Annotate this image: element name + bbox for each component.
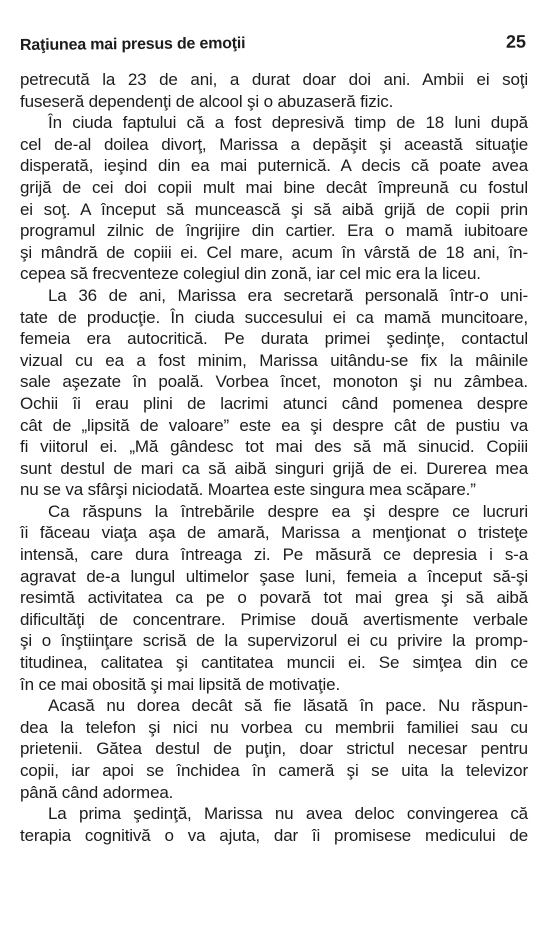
text-line: intensă, care dura întreaga zi. Pe măsură ce depresia i s-a bbox=[20, 545, 528, 565]
text-line: vizual cu ea a fost minim, Marissa uitându-se fix la mâinile bbox=[20, 350, 528, 370]
text-line: şi mândră de copiii ei. Cel mare, acum în vârstă de 18 ani, în- bbox=[20, 242, 528, 262]
text-line: agravat de-a lungul ultimelor şase luni, femeia a început să-şi bbox=[20, 566, 528, 586]
text-line: tate de producţie. În ciuda succesului ei ca mamă muncitoare, bbox=[20, 307, 528, 327]
running-head bbox=[20, 29, 526, 57]
text-line: În ciuda faptului că a fost depresivă timp de 18 luni după bbox=[48, 113, 528, 133]
text-line: dificultăţi de concentrare. Primise două avertismente verbale bbox=[20, 609, 528, 629]
text-line: sale aşezate în poală. Vorbea încet, monoton şi nu zâmbea. bbox=[20, 372, 528, 392]
text-line: sunt destul de mari ca să aibă singuri grijă de ei. Durerea mea bbox=[20, 458, 528, 478]
text-line: resimtă activitatea ca pe o povară tot mai grea şi să aibă bbox=[20, 588, 528, 608]
text-line: Ca răspuns la întrebările despre ea şi despre ce lucruri bbox=[48, 501, 528, 521]
text-line: până când adormea. bbox=[20, 782, 174, 802]
text-line: grijă de cei doi copii mult mai bine decât împreună cu fostul bbox=[20, 177, 528, 197]
text-line: Acasă nu dorea decât să fie lăsată în pace. Nu răspun- bbox=[48, 696, 528, 716]
text-line: prietenii. Gătea destul de puţin, doar strictul necesar pentru bbox=[20, 739, 528, 759]
text-line: fi viitorul ei. „Mă gândesc tot mai des să mă sinucid. Copiii bbox=[20, 437, 528, 457]
text-line: La 36 de ani, Marissa era secretară personală într-o uni- bbox=[48, 285, 528, 305]
chapter-title: Raţiunea mai presus de emoţii bbox=[19, 35, 246, 54]
body-text bbox=[20, 69, 528, 846]
text-line: Ochii îi erau plini de lacrimi atunci când pomenea despre bbox=[20, 393, 528, 413]
text-line: cât de „lipsită de valoare” este ea şi despre cât de pustiu va bbox=[20, 415, 528, 435]
text-line: ei soţ. A început să muncească şi să aibă grijă de copii prin bbox=[20, 199, 528, 219]
text-line: programul zilnic de îngrijire din cartier. Era o mamă iubitoare bbox=[20, 221, 528, 241]
text-line: petrecută la 23 de ani, a durat doar doi ani. Ambii ei soţi bbox=[20, 70, 528, 89]
text-line: nu se va sfârşi niciodată. Moartea este singura mea scăpare.” bbox=[20, 480, 476, 500]
text-line: cepea să frecventeze colegiul din zonă, iar cel mic era la liceu. bbox=[20, 264, 481, 284]
text-line: dea la telefon şi nici nu vorbea cu membrii familiei sau cu bbox=[20, 717, 528, 737]
text-line: terapia cognitivă o va ajuta, dar îi promisese medicului de bbox=[20, 825, 528, 845]
text-line: cel de-al doilea divorţ, Marissa a depăşit şi această situaţie bbox=[20, 134, 528, 154]
text-line: femeia era autocritică. Pe durata primei şedinţe, contactul bbox=[20, 329, 528, 349]
text-line: La prima şedinţă, Marissa nu avea deloc convingerea că bbox=[48, 804, 528, 824]
text-line: titudinea, calitatea şi cantitatea muncii ei. Se simţea din ce bbox=[20, 653, 528, 673]
text-line: în ce mai obosită şi mai lipsită de motivaţie. bbox=[20, 674, 341, 694]
text-line: fuseseră dependenţi de alcool şi o abuzaseră fizic. bbox=[20, 91, 394, 111]
text-line: disperată, ieşind din ea mai puternică. A decis că poate avea bbox=[20, 156, 528, 176]
text-line: şi o înştiinţare scrisă de la supervizorul ei cu privire la promp- bbox=[20, 631, 528, 651]
text-line: îi făceau viaţa aşa de amară, Marissa a menţionat o tristeţe bbox=[20, 523, 528, 543]
page-number: 25 bbox=[505, 31, 527, 52]
text-line: copii, iar apoi se închidea în cameră şi se uita la televizor bbox=[20, 761, 528, 780]
